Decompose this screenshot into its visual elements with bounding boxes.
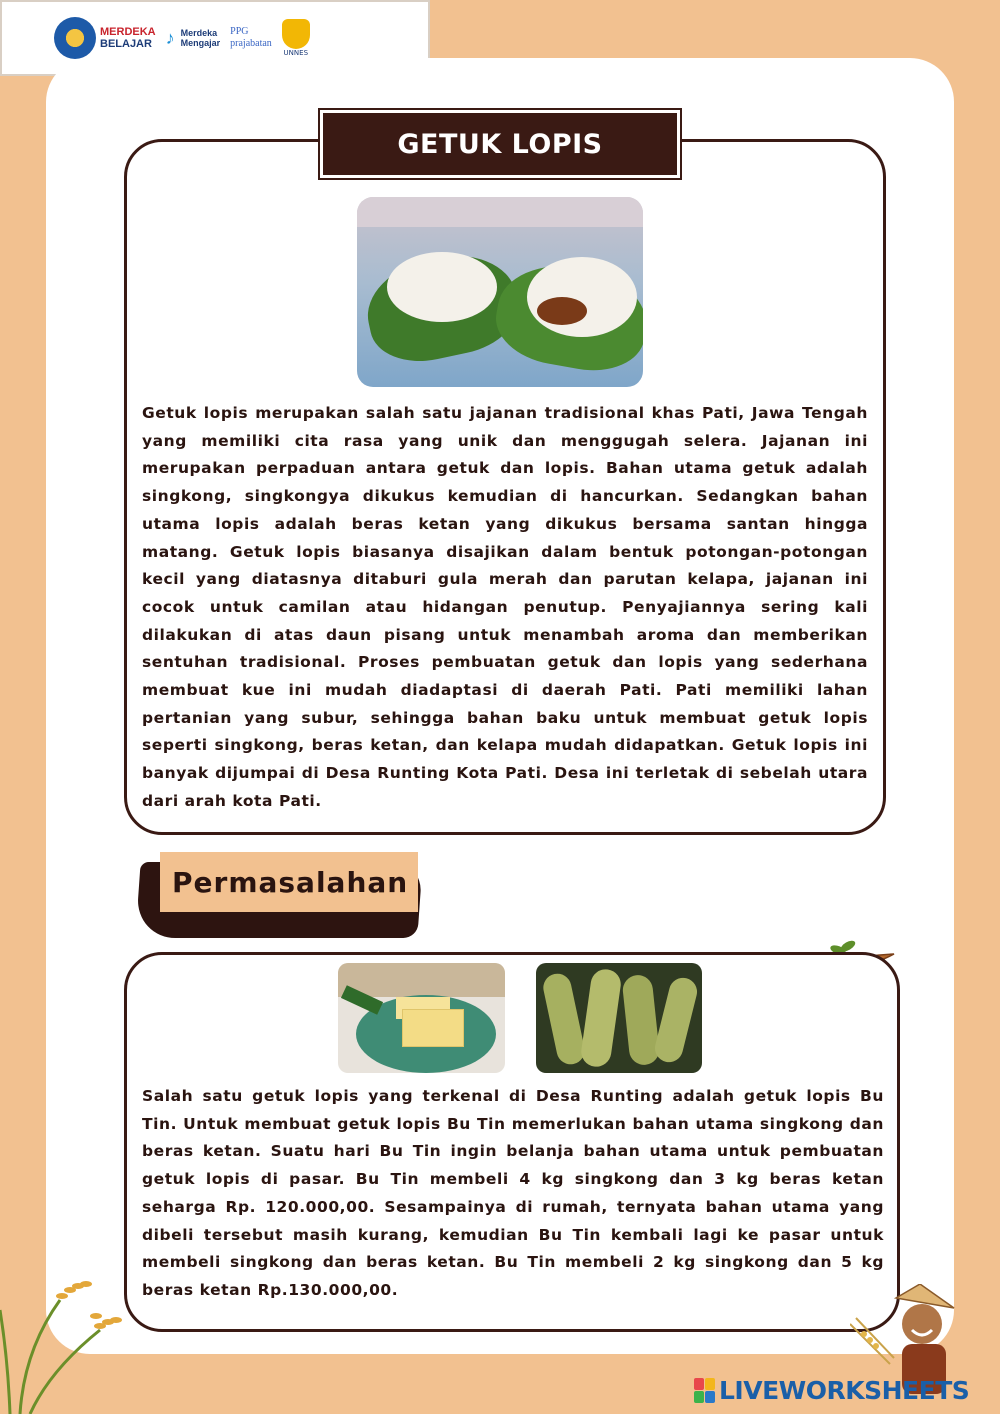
logo-ppg-line1: PPG: [230, 26, 249, 37]
logo-merdeka-belajar-line2: BELAJAR: [100, 38, 152, 50]
getuk-lopis-photo: [357, 197, 643, 387]
getuk-photo: [338, 963, 505, 1073]
lopis-photo: [536, 963, 702, 1073]
logo-ppg-prajabatan: [230, 26, 272, 50]
logo-merdeka-mengajar-line1: Merdeka: [180, 28, 218, 38]
badge-cell-red: [694, 1378, 704, 1390]
rice-plant-icon: [0, 1270, 130, 1414]
logo-unnes-label: UNNES: [283, 49, 309, 57]
badge-cell-yellow: [705, 1378, 715, 1390]
badge-cell-green: [694, 1391, 704, 1403]
liveworksheets-badge-icon: [694, 1378, 715, 1403]
lopis-roll-2: [579, 967, 622, 1068]
logo-merdeka-belajar: [100, 26, 156, 50]
tut-wuri-handayani-emblem: [54, 17, 96, 59]
lopis-coconut-left: [387, 252, 497, 322]
liveworksheets-brand: [694, 1374, 969, 1406]
page-title: GETUK LOPIS: [320, 110, 680, 178]
lopis-coconut-right: [527, 257, 637, 337]
badge-cell-blue: [705, 1391, 715, 1403]
logo-ppg-line2: prajabatan: [230, 38, 272, 49]
lopis-roll-4: [652, 975, 700, 1065]
unnes-emblem-icon: [282, 19, 310, 49]
intro-paragraph: Getuk lopis merupakan salah satu jajanan tradisional khas Pati, Jawa Tengah yang memiliki cita rasa yang unik dan menggugah selera. Jajanan ini merupakan perpaduan antara getuk dan lopis. Bahan utama getuk adalah singkong, singkongya dikukus kemudian di hancurkan. Sedangkan bahan utama lopis adalah beras ketan yang dikukus bersama santan hingga matang. Getuk lopis biasanya disajikan dalam bentuk potongan-potongan kecil yang diatasnya ditaburi gula merah dan parutan kelapa, jajanan ini cocok untuk camilan atau hidangan penutup. Penyajiannya sering kali dilakukan di atas daun pisang untuk menambah aroma dan memberikan sentuhan tradisional. Proses pembuatan getuk dan lopis yang sederhana membuat kue ini mudah diadaptasi di daerah Pati. Pati memiliki lahan pertanian yang subur, sehingga bahan baku untuk membuat getuk lopis seperti singkong, beras ketan, dan kelapa mudah didapatkan. Getuk lopis ini banyak dijumpai di Desa Runting Kota Pati. Desa ini terletak di sebelah utara dari arah kota Pati.: [142, 404, 868, 810]
merdeka-mengajar-icon: ♪: [165, 28, 175, 48]
logo-unnes: [282, 19, 310, 57]
logo-merdeka-belajar-line1: MERDEKA: [100, 26, 156, 38]
logo-kemendikbud: [54, 17, 156, 59]
table-cloth: [357, 197, 643, 227]
liveworksheets-wordmark: LIVEWORKSHEETS: [719, 1375, 970, 1405]
getuk-slice-front: [402, 1009, 464, 1047]
problem-paragraph: Salah satu getuk lopis yang terkenal di Desa Runting adalah getuk lopis Bu Tin. Untuk membuat getuk lopis Bu Tin memerlukan bahan utama singkong dan beras ketan. Suatu hari Bu Tin ingin belanja bahan utama untuk pembuatan getuk lopis di pasar. Bu Tin membeli 4 kg singkong dan 3 kg beras ketan seharga Rp. 120.000,00. Sesampainya di rumah, ternyata bahan utama yang dibeli tersebut masih kurang, kemudian Bu Tin kembali lagi ke pasar untuk membeli singkong dan beras ketan. Bu Tin membeli 2 kg singkong dan 5 kg beras ketan Rp.130.000,00.: [142, 1087, 884, 1299]
logo-merdeka-mengajar: [166, 28, 221, 48]
subheading-permasalahan: Permasalahan: [160, 852, 418, 912]
palm-sugar-topping: [537, 297, 587, 325]
logo-merdeka-mengajar-line2: Mengajar: [180, 38, 221, 48]
